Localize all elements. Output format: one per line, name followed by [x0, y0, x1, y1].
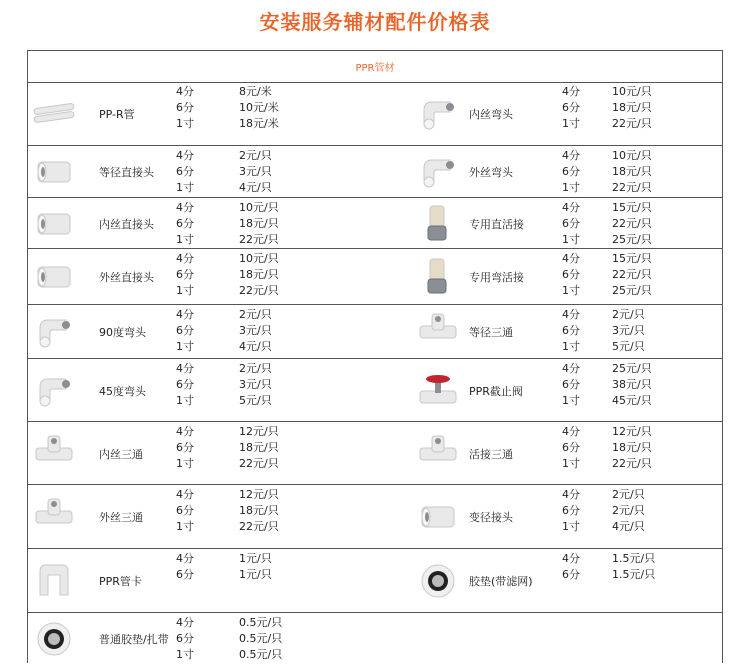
- size-label: 6分: [176, 101, 194, 114]
- price-label: 10元/只: [612, 85, 652, 98]
- table-row: [28, 359, 722, 422]
- price-label: 10元/只: [612, 149, 652, 162]
- size-label: 6分: [562, 324, 580, 337]
- product-name: 活接三通: [469, 447, 513, 461]
- price-label: 2元/只: [612, 488, 645, 501]
- union-icon: [416, 255, 460, 299]
- tee-icon: [32, 495, 76, 539]
- size-label: 6分: [562, 441, 580, 454]
- price-label: 3元/只: [239, 378, 272, 391]
- size-label: 6分: [176, 268, 194, 281]
- size-label: 6分: [176, 324, 194, 337]
- product-name: 内丝弯头: [469, 108, 513, 121]
- size-label: 4分: [176, 308, 194, 321]
- size-label: 4分: [176, 362, 194, 375]
- size-label: 4分: [176, 616, 194, 629]
- size-label: 4分: [176, 488, 194, 501]
- price-label: 1.5元/只: [612, 552, 656, 565]
- price-label: 22元/只: [239, 457, 279, 470]
- price-label: 3元/只: [239, 324, 272, 337]
- size-label: 4分: [176, 252, 194, 265]
- size-label: 1寸: [176, 648, 194, 661]
- price-label: 22元/只: [612, 217, 652, 230]
- price-label: 22元/只: [612, 457, 652, 470]
- union-icon: [416, 202, 460, 246]
- price-label: 22元/只: [612, 117, 652, 130]
- price-label: 18元/只: [239, 217, 279, 230]
- valve-icon: [416, 369, 460, 413]
- product-name: PP-R管: [99, 108, 135, 121]
- price-label: 22元/只: [612, 268, 652, 281]
- price-label: 3元/只: [239, 165, 272, 178]
- price-label: 0.5元/只: [239, 632, 283, 645]
- product-cell-left: [28, 249, 376, 304]
- size-label: 6分: [176, 568, 194, 581]
- size-label: 1寸: [176, 520, 194, 533]
- table-row: [28, 198, 722, 249]
- tee-icon: [416, 432, 460, 476]
- product-name: 外丝三通: [99, 511, 143, 524]
- size-label: 6分: [562, 378, 580, 391]
- product-name: 普通胶垫/扎带: [99, 633, 169, 646]
- price-label: 10元/米: [239, 101, 279, 114]
- table-row: [28, 249, 722, 305]
- price-label: 2元/只: [239, 149, 272, 162]
- price-label: 5元/只: [612, 340, 645, 353]
- price-label: 18元/只: [612, 101, 652, 114]
- price-label: 2元/只: [239, 362, 272, 375]
- size-label: 1寸: [176, 233, 194, 246]
- product-cell-right: [376, 485, 724, 548]
- product-cell-left: [28, 613, 376, 665]
- size-label: 1寸: [562, 457, 580, 470]
- product-cell-right: [376, 146, 724, 197]
- size-label: 4分: [562, 252, 580, 265]
- price-label: 5元/只: [239, 394, 272, 407]
- price-label: 4元/只: [239, 340, 272, 353]
- elbow-icon: [32, 369, 76, 413]
- product-name: 胶垫(带滤网): [469, 575, 533, 588]
- price-label: 2元/只: [239, 308, 272, 321]
- product-cell-right: [376, 305, 724, 358]
- product-name: 外丝直接头: [99, 271, 154, 284]
- size-label: 6分: [562, 568, 580, 581]
- page-title: 安装服务辅材配件价格表: [259, 10, 491, 34]
- price-label: 3元/只: [612, 324, 645, 337]
- size-label: 4分: [176, 201, 194, 214]
- gasket-icon: [32, 617, 76, 661]
- price-label: 22元/只: [239, 233, 279, 246]
- price-label: 12元/只: [239, 488, 279, 501]
- price-label: 18元/只: [612, 165, 652, 178]
- price-label: 22元/只: [612, 181, 652, 194]
- price-label: 15元/只: [612, 252, 652, 265]
- size-label: 4分: [562, 201, 580, 214]
- price-label: 4元/只: [612, 520, 645, 533]
- elbow-icon: [32, 310, 76, 354]
- elbow-icon: [416, 150, 460, 194]
- price-label: 1元/只: [239, 552, 272, 565]
- price-label: 8元/米: [239, 85, 272, 98]
- price-table: [27, 50, 723, 663]
- price-label: 4元/只: [239, 181, 272, 194]
- table-row: [28, 82, 722, 146]
- size-label: 6分: [176, 217, 194, 230]
- product-cell-left: [28, 305, 376, 358]
- coupling-icon: [32, 150, 76, 194]
- product-cell-left: [28, 359, 376, 421]
- product-cell-left: [28, 549, 376, 612]
- product-cell-left: [28, 82, 376, 145]
- price-label: 25元/只: [612, 362, 652, 375]
- tee-icon: [416, 310, 460, 354]
- product-cell-left: [28, 485, 376, 548]
- price-label: 18元/只: [239, 268, 279, 281]
- size-label: 1寸: [562, 520, 580, 533]
- size-label: 4分: [176, 149, 194, 162]
- product-name: 专用弯活接: [469, 271, 524, 284]
- pipe-icon: [32, 92, 76, 136]
- size-label: 4分: [562, 149, 580, 162]
- price-label: 25元/只: [612, 284, 652, 297]
- price-label: 0.5元/只: [239, 648, 283, 661]
- table-row: [28, 305, 722, 359]
- size-label: 1寸: [562, 340, 580, 353]
- size-label: 6分: [176, 504, 194, 517]
- product-cell-right: [376, 198, 724, 248]
- product-cell-right: [376, 422, 724, 484]
- size-label: 4分: [176, 425, 194, 438]
- price-label: 22元/只: [239, 284, 279, 297]
- table-row: [28, 549, 722, 613]
- price-label: 10元/只: [239, 201, 279, 214]
- table-row: [28, 485, 722, 549]
- price-label: 1.5元/只: [612, 568, 656, 581]
- size-label: 1寸: [562, 233, 580, 246]
- size-label: 1寸: [176, 117, 194, 130]
- product-cell-right: [376, 249, 724, 304]
- table-row: [28, 422, 722, 485]
- product-cell-left: [28, 422, 376, 484]
- size-label: 1寸: [562, 181, 580, 194]
- price-label: 22元/只: [239, 520, 279, 533]
- price-label: 12元/只: [239, 425, 279, 438]
- clip-icon: [32, 559, 76, 603]
- price-label: 10元/只: [239, 252, 279, 265]
- size-label: 4分: [562, 362, 580, 375]
- price-label: 25元/只: [612, 233, 652, 246]
- product-cell-right: [376, 613, 724, 665]
- product-cell-left: [28, 146, 376, 197]
- price-label: 0.5元/只: [239, 616, 283, 629]
- size-label: 6分: [562, 268, 580, 281]
- size-label: 6分: [176, 632, 194, 645]
- product-name: 内丝直接头: [99, 217, 154, 231]
- product-cell-right: [376, 82, 724, 145]
- size-label: 4分: [562, 85, 580, 98]
- table-row: [28, 613, 722, 665]
- size-label: 6分: [562, 101, 580, 114]
- size-label: 1寸: [176, 394, 194, 407]
- size-label: 6分: [176, 441, 194, 454]
- size-label: 4分: [562, 552, 580, 565]
- size-label: 4分: [562, 308, 580, 321]
- product-name: 等径直接头: [99, 166, 154, 179]
- price-label: 18元/只: [239, 441, 279, 454]
- price-label: 12元/只: [612, 425, 652, 438]
- size-label: 1寸: [176, 340, 194, 353]
- size-label: 6分: [176, 378, 194, 391]
- size-label: 4分: [176, 85, 194, 98]
- size-label: 4分: [562, 425, 580, 438]
- product-name: 变径接头: [469, 511, 513, 524]
- size-label: 1寸: [562, 117, 580, 130]
- product-cell-left: [28, 198, 376, 248]
- price-label: 18元/只: [612, 441, 652, 454]
- table-row: [28, 146, 722, 198]
- price-label: 38元/只: [612, 378, 652, 391]
- price-label: 18元/米: [239, 117, 279, 130]
- price-label: 18元/只: [239, 504, 279, 517]
- product-name: 内丝三通: [99, 447, 143, 461]
- product-name: PPR截止阀: [469, 384, 523, 398]
- size-label: 1寸: [176, 284, 194, 297]
- price-label: 45元/只: [612, 394, 652, 407]
- price-label: 1元/只: [239, 568, 272, 581]
- size-label: 1寸: [176, 457, 194, 470]
- product-cell-right: [376, 549, 724, 612]
- product-name: 外丝弯头: [469, 166, 513, 179]
- category-header: PPR管材: [28, 51, 722, 83]
- coupling-icon: [416, 495, 460, 539]
- gasket-icon: [416, 559, 460, 603]
- tee-icon: [32, 432, 76, 476]
- size-label: 6分: [562, 217, 580, 230]
- size-label: 4分: [176, 552, 194, 565]
- size-label: 1寸: [562, 394, 580, 407]
- product-name: 90度弯头: [99, 326, 146, 339]
- coupling-icon: [32, 255, 76, 299]
- product-name: PPR管卡: [99, 575, 142, 588]
- size-label: 6分: [562, 165, 580, 178]
- size-label: 1寸: [562, 284, 580, 297]
- product-name: 专用直活接: [469, 217, 524, 231]
- price-label: 2元/只: [612, 504, 645, 517]
- product-name: 45度弯头: [99, 384, 146, 398]
- price-label: 15元/只: [612, 201, 652, 214]
- size-label: 6分: [562, 504, 580, 517]
- size-label: 1寸: [176, 181, 194, 194]
- product-cell-right: [376, 359, 724, 421]
- price-label: 2元/只: [612, 308, 645, 321]
- coupling-icon: [32, 202, 76, 246]
- size-label: 6分: [176, 165, 194, 178]
- size-label: 4分: [562, 488, 580, 501]
- elbow-icon: [416, 92, 460, 136]
- product-name: 等径三通: [469, 326, 513, 339]
